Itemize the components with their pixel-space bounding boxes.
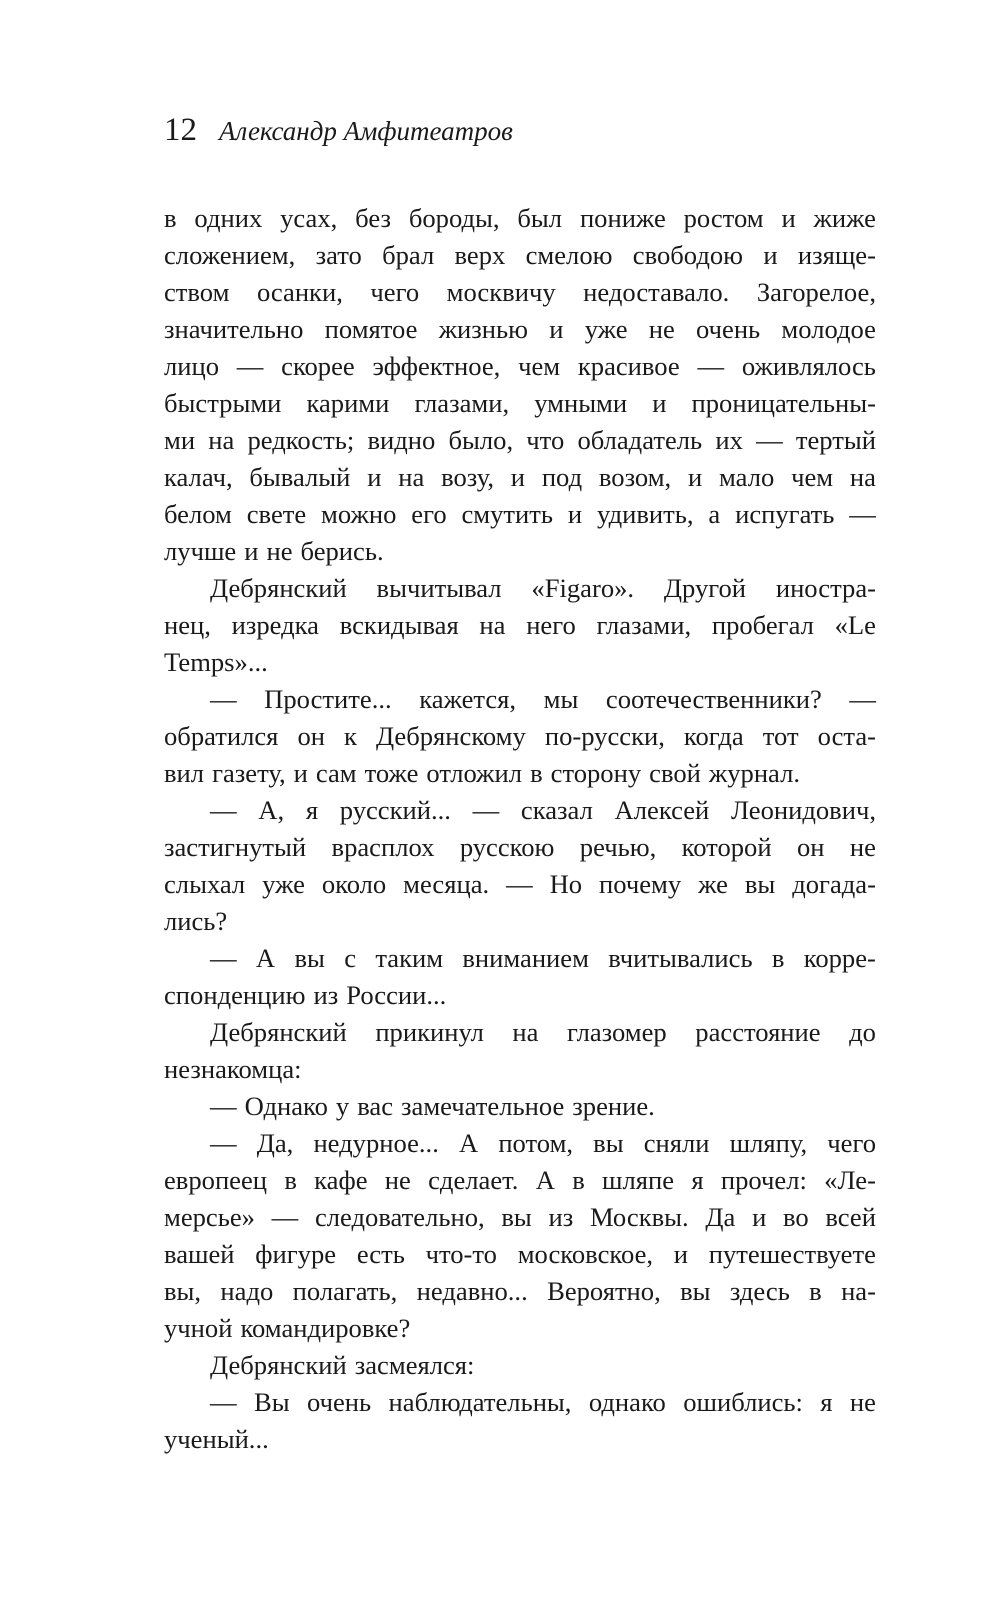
word: очень (306, 1387, 372, 1417)
word: у (335, 1091, 350, 1121)
word: что-то (425, 1239, 497, 1269)
word: учной (164, 1313, 233, 1343)
word: одних (194, 203, 263, 233)
running-head (164, 112, 513, 152)
text-line (164, 496, 876, 533)
text-line (164, 1347, 876, 1384)
word: и (293, 758, 308, 788)
word: сняли (643, 1128, 710, 1158)
word: он (297, 721, 325, 751)
text-line (164, 1162, 876, 1199)
word: А (255, 943, 276, 973)
word: Алексей (614, 795, 710, 825)
word: Дебрянский (210, 1350, 347, 1380)
word: москвичу (446, 277, 556, 307)
word: засмеялся: (354, 1350, 475, 1380)
word: глазомер (567, 1017, 667, 1047)
word: и (567, 499, 583, 529)
word: иностра- (775, 573, 876, 603)
word: не (384, 1165, 411, 1195)
word: прочел: (720, 1165, 807, 1195)
word: скорее (281, 351, 355, 381)
word: — (236, 351, 264, 381)
word: и (763, 240, 778, 270)
word: здесь (729, 1276, 790, 1306)
word: недоставало. (583, 277, 730, 307)
word: вы (744, 869, 776, 899)
word: жиже (813, 203, 876, 233)
word: калач, (164, 462, 233, 492)
word: сложением, (164, 240, 296, 270)
word: наблюдательны, (388, 1387, 572, 1417)
text-line (164, 1273, 876, 1310)
word: умными (534, 388, 628, 418)
word: Вы (253, 1387, 290, 1417)
word: из (548, 1202, 574, 1232)
word: что (526, 425, 565, 455)
word: — (210, 684, 237, 714)
word: вы (501, 1202, 532, 1232)
text-line (164, 311, 876, 348)
word: в (771, 943, 785, 973)
text-line (164, 459, 876, 496)
word: верх (454, 240, 506, 270)
word: был (517, 203, 563, 233)
word: следовательно, (314, 1202, 485, 1232)
word: — (849, 684, 876, 714)
word: всей (825, 1202, 876, 1232)
word: — (756, 425, 783, 455)
word: я (691, 1165, 704, 1195)
word: Однако (244, 1091, 328, 1121)
text-line (164, 607, 876, 644)
word: — (506, 869, 533, 899)
word: а (708, 499, 721, 529)
word: русский... (339, 795, 451, 825)
word: же (698, 869, 728, 899)
word: глазами, (414, 388, 510, 418)
word: ошиблись: (683, 1387, 803, 1417)
word: редкость; (247, 425, 355, 455)
word: есть (356, 1239, 405, 1269)
text-line (164, 237, 876, 274)
word: значительно (164, 314, 304, 344)
word: Temps»... (164, 647, 268, 677)
word: Да, (256, 1128, 294, 1158)
word: московское, (517, 1239, 654, 1269)
word: красивое (577, 351, 680, 381)
text-line (164, 1014, 876, 1051)
text-line (164, 681, 876, 718)
word: Вероятно, (547, 1276, 661, 1306)
word: надо (220, 1276, 274, 1306)
word: обратился (164, 721, 279, 751)
word: застигнутый (164, 832, 307, 862)
word: соотечественники? (605, 684, 822, 714)
word: возом, (598, 462, 672, 492)
word: берись. (300, 536, 384, 566)
word: «Figaro». (531, 573, 635, 603)
word: проницательны- (691, 388, 876, 418)
text-line (164, 1421, 876, 1458)
text-line (164, 274, 876, 311)
word: шляпу, (729, 1128, 808, 1158)
word: в (284, 1165, 297, 1195)
word: бывалый (249, 462, 351, 492)
word: вашей (164, 1239, 235, 1269)
text-line (164, 829, 876, 866)
running-title: Александр Амфитеатров (219, 116, 513, 146)
word: — (271, 1202, 299, 1232)
word: на (398, 462, 425, 492)
word: быстрыми (164, 388, 282, 418)
word: ми (164, 425, 196, 455)
word: и (688, 462, 703, 492)
word: свободою (632, 240, 744, 270)
word: я (820, 1387, 833, 1417)
word: оста- (817, 721, 876, 751)
word: не (648, 314, 675, 344)
word: не (849, 832, 876, 862)
word: жизнью (438, 314, 529, 344)
word: к (344, 721, 357, 751)
word: на- (841, 1276, 876, 1306)
word: кажется, (419, 684, 517, 714)
word: Другой (663, 573, 747, 603)
word: Но (549, 869, 583, 899)
word: потом, (498, 1128, 574, 1158)
word: чем (791, 462, 834, 492)
word: белом (164, 499, 232, 529)
word: мерсье» (164, 1202, 255, 1232)
word: Дебрянский (210, 1017, 347, 1047)
word: А (535, 1165, 555, 1195)
body-text (164, 200, 876, 1458)
word: таким (375, 943, 444, 973)
word: отложил (426, 758, 523, 788)
word: замечательное (401, 1091, 565, 1121)
text-line (164, 1236, 876, 1273)
text-line (164, 1125, 876, 1162)
word: газету, (212, 758, 286, 788)
word: когда (683, 721, 744, 751)
word: вскидывая (339, 610, 459, 640)
word: ством (164, 277, 230, 307)
word: А, (258, 795, 285, 825)
word: изредка (231, 610, 319, 640)
text-line (164, 903, 876, 940)
word: тоже (364, 758, 419, 788)
word: и (752, 1202, 767, 1232)
word: — (210, 1091, 237, 1121)
word: молодое (781, 314, 876, 344)
word: свой (649, 758, 701, 788)
word: удивить, (596, 499, 694, 529)
word: он (796, 832, 825, 862)
word: европеец (164, 1165, 268, 1195)
word: смелою (525, 240, 613, 270)
word: брал (382, 240, 435, 270)
word: Да (705, 1202, 736, 1232)
word: слыхал (164, 869, 246, 899)
word: Загорелое, (756, 277, 876, 307)
word: с (344, 943, 356, 973)
word: обладатель (577, 425, 703, 455)
word: в (530, 758, 543, 788)
word: зато (315, 240, 362, 270)
word: их (715, 425, 743, 455)
word: бороды, (408, 203, 500, 233)
word: сделает. (428, 1165, 519, 1195)
word: лучше (164, 536, 237, 566)
word: Дебрянскому (375, 721, 526, 751)
text-line (164, 1051, 876, 1088)
word: России... (346, 980, 447, 1010)
word: него (526, 610, 576, 640)
text-line (164, 570, 876, 607)
word: по-русски, (544, 721, 665, 751)
word: однако (588, 1387, 666, 1417)
word: «Ле- (824, 1165, 876, 1195)
word: ростом (683, 203, 764, 233)
word: вы (593, 1128, 624, 1158)
word: и (549, 314, 564, 344)
word: в (809, 1276, 822, 1306)
text-line (164, 1384, 876, 1421)
word: в (164, 203, 177, 233)
word: сторону (550, 758, 642, 788)
word: изяще- (797, 240, 876, 270)
word: и (781, 203, 796, 233)
word: вас (357, 1091, 394, 1121)
word: нец, (164, 610, 211, 640)
word: ученый... (164, 1424, 269, 1454)
text-line (164, 385, 876, 422)
word: — (697, 351, 725, 381)
word: свете (246, 499, 307, 529)
word: фигуре (255, 1239, 337, 1269)
text-line (164, 348, 876, 385)
word: тертый (795, 425, 876, 455)
word: карими (306, 388, 390, 418)
word: «Le (834, 610, 876, 640)
word: видно (367, 425, 436, 455)
word: догада- (792, 869, 876, 899)
word: тот (762, 721, 799, 751)
word: и (367, 462, 382, 492)
word: возу, (441, 462, 494, 492)
word: испугать (735, 499, 835, 529)
word: — (210, 943, 237, 973)
text-line (164, 940, 876, 977)
word: в (572, 1165, 585, 1195)
word: Дебрянский (210, 573, 347, 603)
text-line (164, 1199, 876, 1236)
word: мало (719, 462, 775, 492)
word: вы (294, 943, 325, 973)
word: эффектное, (372, 351, 501, 381)
word: на (512, 1017, 539, 1047)
word: и (244, 536, 259, 566)
word: Леонидович, (730, 795, 876, 825)
word: на (849, 462, 876, 492)
page-number: 12 (164, 112, 197, 148)
word: на (208, 425, 235, 455)
word: из (313, 980, 339, 1010)
text-line (164, 422, 876, 459)
word: русскою (459, 832, 555, 862)
word: осанки, (256, 277, 343, 307)
word: — (210, 1128, 237, 1158)
word: чем (518, 351, 561, 381)
text-line (164, 533, 876, 570)
word: кафе (314, 1165, 368, 1195)
word: врасплох (331, 832, 435, 862)
word: уже (584, 314, 628, 344)
word: сказал (520, 795, 593, 825)
text-line (164, 755, 876, 792)
word: не (849, 1387, 876, 1417)
word: его (411, 499, 447, 529)
word: и (652, 388, 667, 418)
word: и (510, 462, 526, 492)
word: Простите... (264, 684, 392, 714)
text-line (164, 1310, 876, 1347)
word: — (472, 795, 500, 825)
word: пробегал (711, 610, 814, 640)
word: я (305, 795, 319, 825)
word: незнакомца: (164, 1054, 302, 1084)
word: которой (681, 832, 772, 862)
text-line (164, 1088, 876, 1125)
word: до (849, 1017, 876, 1047)
word: командировке? (240, 1313, 411, 1343)
word: чего (827, 1128, 876, 1158)
text-line (164, 718, 876, 755)
text-line (164, 644, 876, 681)
word: Москвы. (589, 1202, 689, 1232)
word: корре- (803, 943, 876, 973)
word: вил (164, 758, 205, 788)
word: уже (262, 869, 305, 899)
word: недурное... (313, 1128, 439, 1158)
word: без (355, 203, 391, 233)
word: очень (696, 314, 761, 344)
word: вы, (164, 1276, 202, 1306)
word: недавно... (416, 1276, 528, 1306)
word: — (210, 795, 237, 825)
text-line (164, 792, 876, 829)
word: во (783, 1202, 809, 1232)
word: полагать, (292, 1276, 398, 1306)
word: вчитывались (608, 943, 753, 973)
word: речью, (579, 832, 657, 862)
word: не (266, 536, 293, 566)
word: чего (370, 277, 420, 307)
text-line (164, 977, 876, 1014)
word: было, (448, 425, 514, 455)
word: пониже (579, 203, 666, 233)
word: смутить (461, 499, 554, 529)
word: почему (599, 869, 682, 899)
text-line (164, 866, 876, 903)
word: зрение. (572, 1091, 655, 1121)
word: — (849, 499, 876, 529)
word: усах, (280, 203, 338, 233)
text-line (164, 200, 876, 237)
word: спонденцию (164, 980, 306, 1010)
word: месяца. (403, 869, 490, 899)
word: сам (315, 758, 357, 788)
word: около (321, 869, 387, 899)
word: глазами, (596, 610, 692, 640)
word: вычитывал (376, 573, 502, 603)
word: путешествуете (708, 1239, 876, 1269)
word: и (673, 1239, 689, 1269)
word: журнал. (708, 758, 801, 788)
word: на (479, 610, 506, 640)
word: — (210, 1387, 237, 1417)
word: расстояние (695, 1017, 821, 1047)
word: оживлялось (741, 351, 876, 381)
word: лицо (164, 351, 220, 381)
word: шляпе (602, 1165, 675, 1195)
word: помятое (324, 314, 418, 344)
word: лись? (164, 906, 228, 936)
word: можно (321, 499, 397, 529)
word: мы (543, 684, 579, 714)
word: под (541, 462, 583, 492)
word: А (458, 1128, 479, 1158)
word: вниманием (462, 943, 589, 973)
word: вы (680, 1276, 711, 1306)
word: прикинул (375, 1017, 484, 1047)
